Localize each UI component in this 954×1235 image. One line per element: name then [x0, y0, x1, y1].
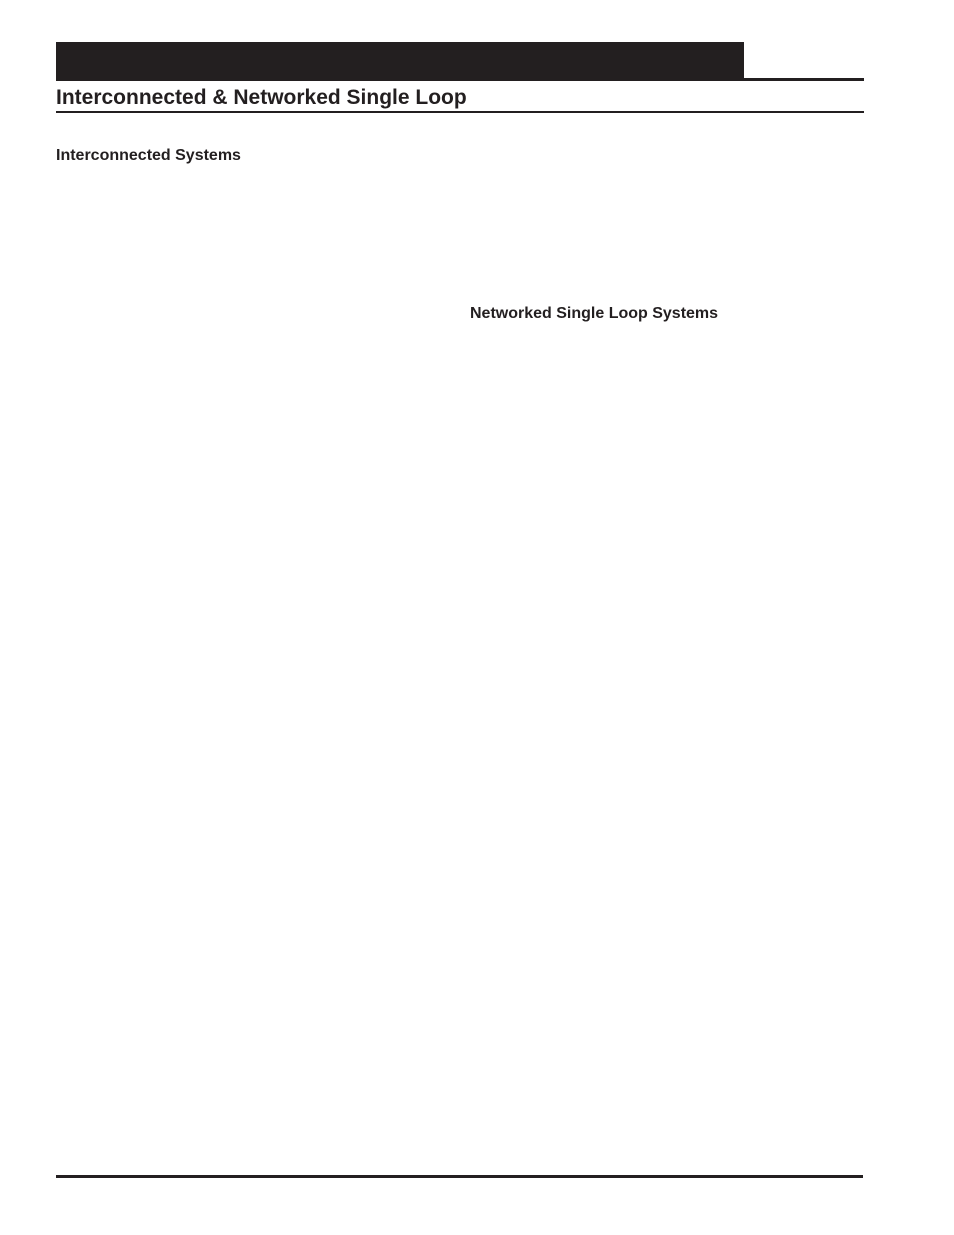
page-title: Interconnected & Networked Single Loop	[56, 86, 467, 109]
header-rule	[56, 78, 864, 81]
heading-networked-single-loop-systems: Networked Single Loop Systems	[470, 305, 719, 322]
heading-interconnected-systems: Interconnected Systems	[56, 147, 241, 164]
title-rule	[56, 111, 864, 113]
header-bar	[56, 42, 744, 78]
footer-rule	[56, 1175, 863, 1178]
